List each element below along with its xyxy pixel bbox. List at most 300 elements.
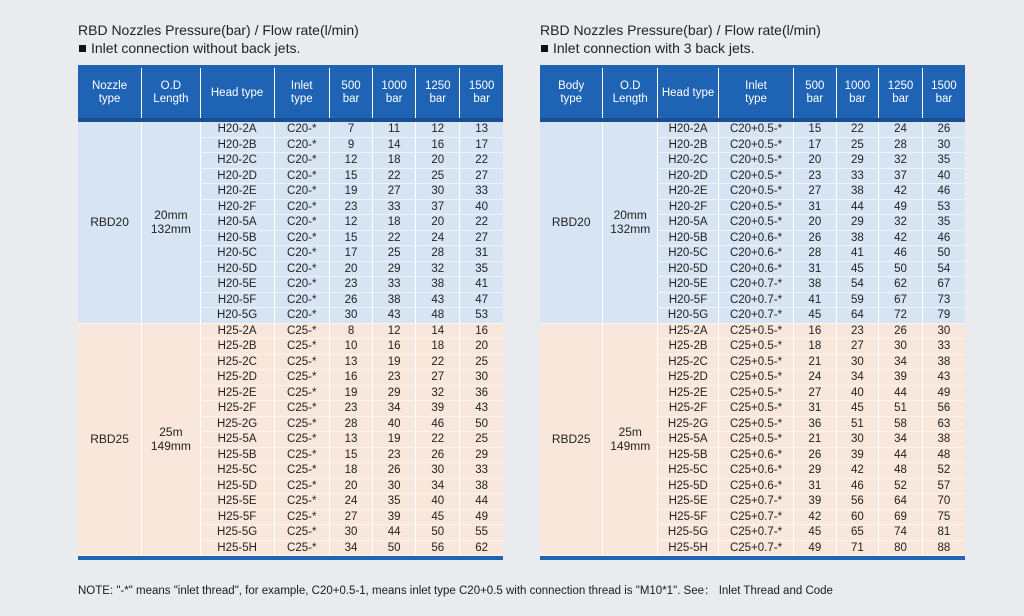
column-header: 1500 bar	[922, 67, 965, 121]
table-cell: 39	[373, 509, 416, 525]
table-cell: 56	[416, 540, 460, 556]
table-cell: 88	[922, 540, 965, 556]
group-rbd20	[78, 120, 503, 323]
table-cell: 22	[460, 215, 503, 231]
table-cell: 17	[794, 137, 837, 153]
table-cell: 18	[373, 215, 416, 231]
table-cell: 32	[879, 153, 923, 169]
table-cell: 30	[416, 184, 460, 200]
right-subtitle: Inlet connection with 3 back jets.	[553, 40, 755, 56]
table-cell: C20-*	[274, 292, 329, 308]
table-cell: C20-*	[274, 120, 329, 137]
table-cell: 35	[922, 153, 965, 169]
table-cell: 71	[836, 540, 879, 556]
table-cell: C20-*	[274, 230, 329, 246]
table-cell: H25-5A	[200, 432, 274, 448]
table-cell: C25+0.5-*	[718, 339, 793, 355]
table-cell: 42	[836, 463, 879, 479]
column-header: 1000 bar	[373, 67, 416, 121]
table-cell: C20-*	[274, 246, 329, 262]
table-cell: 29	[460, 447, 503, 463]
table-cell: H25-2B	[658, 339, 719, 355]
table-cell: 29	[836, 153, 879, 169]
right-table-footer-bar	[540, 556, 965, 560]
table-cell: C20+0.6-*	[718, 246, 793, 262]
table-cell: 27	[836, 339, 879, 355]
table-cell: 50	[416, 525, 460, 541]
table-cell: C25-*	[274, 447, 329, 463]
table-cell: 45	[416, 509, 460, 525]
table-cell: 23	[794, 168, 837, 184]
table-cell: 20	[329, 478, 372, 494]
table-cell: H25-2D	[658, 370, 719, 386]
table-cell: 45	[836, 261, 879, 277]
table-cell: 26	[794, 447, 837, 463]
od-length-cell: 25m 149mm	[142, 323, 201, 556]
table-cell: 33	[373, 199, 416, 215]
table-cell: 31	[794, 199, 837, 215]
table-cell: 25	[460, 354, 503, 370]
table-cell: 39	[416, 401, 460, 417]
left-table-footer-bar	[78, 556, 503, 560]
table-cell: C25-*	[274, 525, 329, 541]
column-header: Inlet type	[718, 67, 793, 121]
footnote: NOTE: "-*" means "inlet thread", for example, C20+0.5-1, means inlet type C20+0.5 with connection thread is "M10*1". See： Inlet Thread and Code	[78, 585, 833, 597]
table-cell: H25-5F	[658, 509, 719, 525]
table-cell: 42	[879, 184, 923, 200]
table-cell: C20+0.7-*	[718, 292, 793, 308]
table-cell: 34	[416, 478, 460, 494]
table-cell: 35	[373, 494, 416, 510]
table-cell: 67	[922, 277, 965, 293]
table-cell: C25+0.5-*	[718, 401, 793, 417]
table-cell: 43	[373, 308, 416, 324]
table-cell: 44	[879, 385, 923, 401]
table-cell: 52	[879, 478, 923, 494]
table-cell: C20-*	[274, 277, 329, 293]
table-cell: 70	[922, 494, 965, 510]
table-cell: H20-5F	[658, 292, 719, 308]
group-name-cell: RBD20	[78, 120, 142, 323]
table-cell: 34	[879, 354, 923, 370]
table-cell: 40	[922, 168, 965, 184]
table-cell: C25-*	[274, 478, 329, 494]
table-cell: 49	[879, 199, 923, 215]
table-cell: H25-5E	[658, 494, 719, 510]
right-panel	[540, 21, 965, 560]
table-cell: 16	[460, 323, 503, 339]
table-cell: 54	[922, 261, 965, 277]
table-cell: C20+0.5-*	[718, 120, 793, 137]
table-cell: 75	[922, 509, 965, 525]
table-cell: H25-2F	[658, 401, 719, 417]
table-cell: C20-*	[274, 137, 329, 153]
table-cell: 46	[922, 230, 965, 246]
table-cell: H25-5H	[658, 540, 719, 556]
table-cell: C20+0.5-*	[718, 184, 793, 200]
table-cell: 54	[836, 277, 879, 293]
table-cell: 19	[329, 385, 372, 401]
table-cell: C25-*	[274, 540, 329, 556]
column-header: 1000 bar	[836, 67, 879, 121]
table-cell: 48	[416, 308, 460, 324]
table-cell: 38	[416, 277, 460, 293]
table-cell: C25-*	[274, 354, 329, 370]
bullet-icon	[79, 45, 86, 52]
table-cell: 51	[836, 416, 879, 432]
table-cell: 74	[879, 525, 923, 541]
table-cell: 29	[373, 385, 416, 401]
table-cell: H20-5D	[658, 261, 719, 277]
table-cell: 23	[836, 323, 879, 339]
table-cell: H20-2E	[200, 184, 274, 200]
table-cell: C25+0.6-*	[718, 478, 793, 494]
table-row	[78, 120, 503, 137]
table-cell: 26	[416, 447, 460, 463]
table-cell: H20-2F	[658, 199, 719, 215]
table-cell: 18	[416, 339, 460, 355]
table-cell: 38	[922, 432, 965, 448]
table-cell: H25-5B	[200, 447, 274, 463]
table-cell: C20+0.5-*	[718, 168, 793, 184]
table-cell: H25-2C	[658, 354, 719, 370]
table-cell: 38	[373, 292, 416, 308]
table-cell: C25-*	[274, 401, 329, 417]
table-cell: 42	[879, 230, 923, 246]
left-header-row	[78, 67, 503, 121]
table-row	[540, 323, 965, 339]
table-cell: 56	[836, 494, 879, 510]
od-length-cell: 25m 149mm	[603, 323, 658, 556]
table-cell: H20-5A	[200, 215, 274, 231]
table-cell: 24	[794, 370, 837, 386]
table-cell: 36	[460, 385, 503, 401]
table-cell: 23	[329, 199, 372, 215]
table-cell: 22	[373, 230, 416, 246]
table-cell: C25+0.5-*	[718, 354, 793, 370]
table-cell: H25-5E	[200, 494, 274, 510]
table-cell: H25-2G	[658, 416, 719, 432]
table-cell: 20	[794, 153, 837, 169]
table-cell: C25+0.5-*	[718, 370, 793, 386]
table-cell: 10	[329, 339, 372, 355]
table-cell: 32	[879, 215, 923, 231]
table-cell: H20-5B	[200, 230, 274, 246]
table-cell: C25+0.5-*	[718, 432, 793, 448]
table-cell: 30	[329, 525, 372, 541]
table-cell: 33	[460, 463, 503, 479]
table-cell: 30	[329, 308, 372, 324]
table-cell: 36	[794, 416, 837, 432]
group-name-cell: RBD25	[540, 323, 603, 556]
table-cell: C25-*	[274, 494, 329, 510]
table-cell: 79	[922, 308, 965, 324]
table-cell: H20-5E	[658, 277, 719, 293]
table-cell: 25	[460, 432, 503, 448]
table-cell: 20	[329, 261, 372, 277]
table-cell: 50	[373, 540, 416, 556]
table-cell: 12	[416, 120, 460, 137]
table-cell: 13	[329, 354, 372, 370]
table-cell: 45	[794, 308, 837, 324]
column-header: O.D Length	[142, 67, 201, 121]
table-cell: 38	[922, 354, 965, 370]
table-cell: H20-5E	[200, 277, 274, 293]
table-cell: 39	[794, 494, 837, 510]
table-cell: 21	[794, 354, 837, 370]
table-cell: H25-2C	[200, 354, 274, 370]
table-cell: 44	[373, 525, 416, 541]
table-cell: 59	[836, 292, 879, 308]
table-cell: H20-2A	[200, 120, 274, 137]
table-cell: H25-5G	[200, 525, 274, 541]
table-cell: 30	[836, 432, 879, 448]
table-cell: 26	[794, 230, 837, 246]
right-subtitle-line	[540, 39, 965, 57]
table-cell: 24	[329, 494, 372, 510]
table-cell: 17	[329, 246, 372, 262]
table-cell: H25-2A	[658, 323, 719, 339]
table-cell: C25-*	[274, 416, 329, 432]
table-cell: 46	[836, 478, 879, 494]
table-cell: 19	[329, 184, 372, 200]
table-cell: 38	[460, 478, 503, 494]
table-cell: C25+0.6-*	[718, 447, 793, 463]
left-table	[78, 65, 503, 556]
table-cell: 26	[922, 120, 965, 137]
table-cell: 30	[922, 323, 965, 339]
table-cell: 28	[416, 246, 460, 262]
table-cell: 12	[329, 215, 372, 231]
column-header: 1250 bar	[416, 67, 460, 121]
column-header: O.D Length	[603, 67, 658, 121]
table-cell: 31	[794, 401, 837, 417]
table-cell: 23	[329, 277, 372, 293]
table-cell: 43	[922, 370, 965, 386]
table-cell: 46	[879, 246, 923, 262]
table-cell: 32	[416, 385, 460, 401]
table-cell: 31	[794, 478, 837, 494]
group-name-cell: RBD20	[540, 120, 603, 323]
table-cell: 33	[373, 277, 416, 293]
table-cell: 33	[922, 339, 965, 355]
table-cell: H20-2E	[658, 184, 719, 200]
table-cell: 38	[836, 230, 879, 246]
table-cell: 26	[879, 323, 923, 339]
table-cell: 34	[373, 401, 416, 417]
table-cell: 38	[794, 277, 837, 293]
table-cell: 50	[460, 416, 503, 432]
table-cell: 14	[373, 137, 416, 153]
left-subtitle: Inlet connection without back jets.	[91, 40, 301, 56]
table-cell: 53	[922, 199, 965, 215]
table-cell: 11	[373, 120, 416, 137]
table-cell: 20	[794, 215, 837, 231]
table-cell: 16	[416, 137, 460, 153]
table-cell: 40	[836, 385, 879, 401]
column-header: 1500 bar	[460, 67, 503, 121]
table-cell: C25+0.5-*	[718, 385, 793, 401]
table-cell: 41	[794, 292, 837, 308]
table-cell: 14	[416, 323, 460, 339]
table-cell: C25+0.5-*	[718, 323, 793, 339]
table-cell: H20-5C	[658, 246, 719, 262]
table-cell: 15	[329, 230, 372, 246]
table-cell: 20	[460, 339, 503, 355]
table-cell: 25	[373, 246, 416, 262]
table-cell: H25-5H	[200, 540, 274, 556]
table-cell: 13	[329, 432, 372, 448]
table-cell: 22	[836, 120, 879, 137]
table-cell: 22	[416, 432, 460, 448]
group-rbd20	[540, 120, 965, 323]
table-cell: 13	[460, 120, 503, 137]
table-cell: C25-*	[274, 432, 329, 448]
table-cell: 29	[373, 261, 416, 277]
table-cell: H25-5G	[658, 525, 719, 541]
table-cell: C20+0.6-*	[718, 230, 793, 246]
table-cell: 15	[329, 447, 372, 463]
table-cell: 64	[879, 494, 923, 510]
table-cell: H20-2B	[200, 137, 274, 153]
column-header: Head type	[658, 67, 719, 121]
table-cell: 49	[460, 509, 503, 525]
table-cell: 30	[922, 137, 965, 153]
table-cell: 42	[794, 509, 837, 525]
table-cell: H20-5G	[658, 308, 719, 324]
table-cell: 22	[416, 354, 460, 370]
table-cell: 23	[373, 447, 416, 463]
group-rbd25	[78, 323, 503, 556]
table-cell: 20	[416, 153, 460, 169]
table-cell: C20+0.7-*	[718, 277, 793, 293]
table-cell: 18	[794, 339, 837, 355]
table-cell: 23	[329, 401, 372, 417]
table-cell: H25-2G	[200, 416, 274, 432]
table-cell: 20	[416, 215, 460, 231]
table-cell: 40	[460, 199, 503, 215]
right-table	[540, 65, 965, 556]
left-panel	[78, 21, 503, 560]
table-cell: 33	[836, 168, 879, 184]
table-cell: 18	[329, 463, 372, 479]
table-cell: H25-2E	[200, 385, 274, 401]
table-cell: 32	[416, 261, 460, 277]
table-cell: 39	[836, 447, 879, 463]
table-cell: 37	[416, 199, 460, 215]
table-cell: H20-2D	[658, 168, 719, 184]
table-cell: 57	[922, 478, 965, 494]
table-cell: C25+0.7-*	[718, 494, 793, 510]
table-cell: 43	[416, 292, 460, 308]
table-cell: C20+0.5-*	[718, 137, 793, 153]
table-cell: 53	[460, 308, 503, 324]
table-cell: H25-5C	[658, 463, 719, 479]
table-cell: 27	[794, 184, 837, 200]
table-row	[540, 120, 965, 137]
right-title: RBD Nozzles Pressure(bar) / Flow rate(l/min)	[540, 22, 821, 38]
table-cell: C25-*	[274, 370, 329, 386]
table-cell: 55	[460, 525, 503, 541]
table-cell: 48	[879, 463, 923, 479]
column-header: Inlet type	[274, 67, 329, 121]
table-row	[78, 323, 503, 339]
right-header-row	[540, 67, 965, 121]
table-cell: C25-*	[274, 463, 329, 479]
table-cell: 24	[879, 120, 923, 137]
table-cell: H20-5A	[658, 215, 719, 231]
table-cell: 15	[329, 168, 372, 184]
table-cell: 46	[922, 184, 965, 200]
table-cell: 45	[836, 401, 879, 417]
table-cell: 72	[879, 308, 923, 324]
table-cell: 60	[836, 509, 879, 525]
table-cell: 25	[836, 137, 879, 153]
table-cell: C20+0.7-*	[718, 308, 793, 324]
table-cell: C20+0.6-*	[718, 261, 793, 277]
bullet-icon	[541, 45, 548, 52]
table-cell: 46	[416, 416, 460, 432]
table-cell: 41	[836, 246, 879, 262]
table-cell: 24	[416, 230, 460, 246]
table-cell: C20-*	[274, 261, 329, 277]
table-cell: 7	[329, 120, 372, 137]
table-cell: H20-5B	[658, 230, 719, 246]
table-cell: 34	[879, 432, 923, 448]
table-cell: 35	[922, 215, 965, 231]
table-cell: 30	[373, 478, 416, 494]
table-cell: 29	[836, 215, 879, 231]
table-cell: 26	[329, 292, 372, 308]
table-cell: 62	[460, 540, 503, 556]
table-cell: 30	[460, 370, 503, 386]
table-cell: H25-5B	[658, 447, 719, 463]
table-cell: 9	[329, 137, 372, 153]
table-cell: 25	[416, 168, 460, 184]
table-cell: 28	[329, 416, 372, 432]
table-cell: C20+0.5-*	[718, 153, 793, 169]
table-cell: 31	[460, 246, 503, 262]
column-header: Head type	[200, 67, 274, 121]
table-cell: 34	[329, 540, 372, 556]
table-cell: H25-2E	[658, 385, 719, 401]
group-rbd25	[540, 323, 965, 556]
table-cell: H25-5D	[658, 478, 719, 494]
table-cell: 34	[836, 370, 879, 386]
left-subtitle-line	[78, 39, 503, 57]
left-title: RBD Nozzles Pressure(bar) / Flow rate(l/min)	[78, 22, 359, 38]
table-cell: 52	[922, 463, 965, 479]
table-cell: C20+0.5-*	[718, 199, 793, 215]
table-cell: C25+0.5-*	[718, 416, 793, 432]
table-cell: H20-2D	[200, 168, 274, 184]
table-cell: H20-5F	[200, 292, 274, 308]
table-cell: 45	[794, 525, 837, 541]
column-header: 500 bar	[794, 67, 837, 121]
table-cell: H20-5C	[200, 246, 274, 262]
table-cell: C25+0.7-*	[718, 540, 793, 556]
table-cell: 44	[836, 199, 879, 215]
table-cell: H20-2C	[200, 153, 274, 169]
table-cell: 73	[922, 292, 965, 308]
table-cell: 64	[836, 308, 879, 324]
table-cell: 22	[373, 168, 416, 184]
table-cell: 18	[373, 153, 416, 169]
table-cell: 33	[460, 184, 503, 200]
table-cell: H20-2F	[200, 199, 274, 215]
column-header: 1250 bar	[879, 67, 923, 121]
table-cell: 69	[879, 509, 923, 525]
